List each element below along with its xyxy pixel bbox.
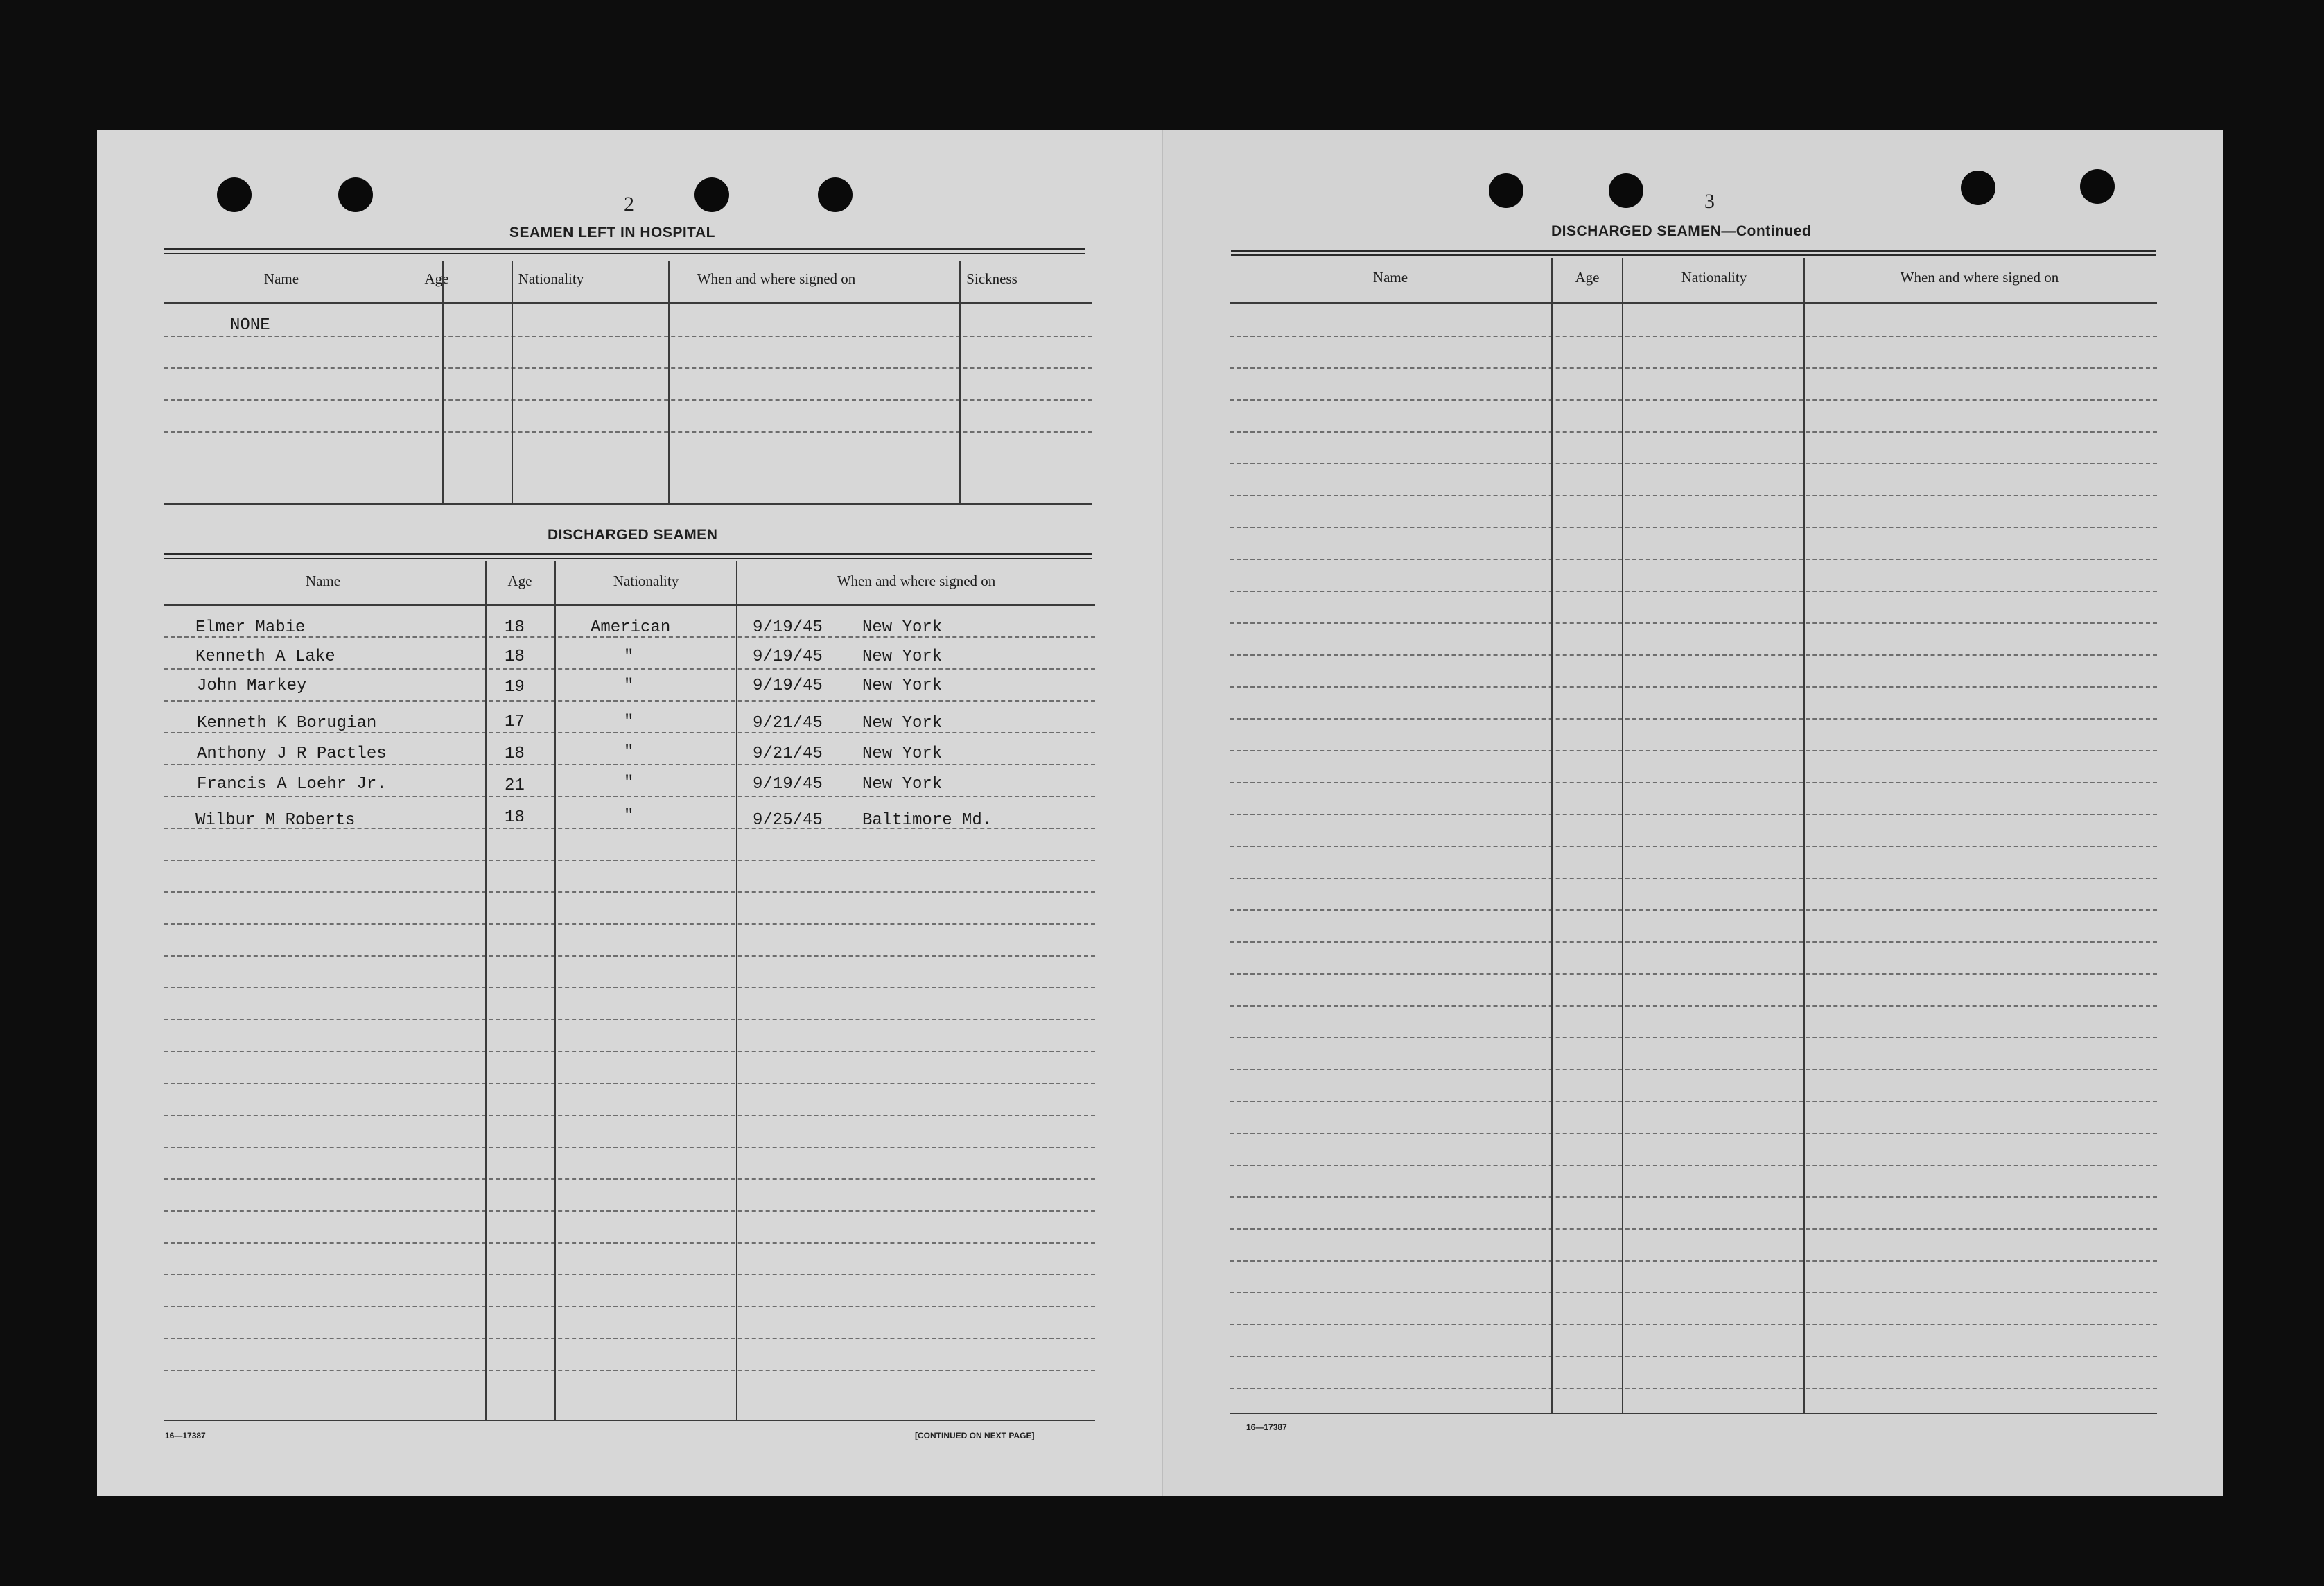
- row-place: New York: [862, 744, 943, 763]
- row-name: Wilbur M Roberts: [195, 811, 356, 830]
- row-age: 17: [505, 713, 525, 731]
- form-number: 16—17387: [1246, 1422, 1287, 1432]
- hospital-col-name: Name: [263, 270, 299, 287]
- row-date: 9/25/45: [753, 811, 823, 830]
- col-divider: [1622, 258, 1623, 1414]
- punch-hole: [2080, 169, 2115, 204]
- row-age: 18: [505, 618, 525, 637]
- punch-hole: [818, 177, 853, 212]
- col-divider: [485, 561, 487, 1421]
- row-age: 19: [505, 678, 525, 697]
- col-divider: [512, 261, 513, 505]
- row-name: John Markey: [197, 677, 307, 695]
- hospital-bottom-rule: [164, 503, 1092, 505]
- row-nationality: ": [624, 677, 634, 695]
- row-name: Kenneth A Lake: [195, 647, 335, 666]
- hospital-section-title: SEAMEN LEFT IN HOSPITAL: [509, 225, 715, 241]
- row-age: 18: [505, 808, 525, 827]
- continued-col-signed-on: When and where signed on: [1900, 269, 2059, 286]
- row-place: New York: [862, 647, 943, 666]
- row-date: 9/19/45: [753, 647, 823, 666]
- continued-top-rule: [1231, 250, 2156, 256]
- col-divider: [959, 261, 961, 505]
- discharged-col-name: Name: [305, 573, 341, 589]
- hospital-col-signed-on: When and where signed on: [697, 270, 856, 287]
- row-nationality: ": [624, 774, 634, 792]
- row-nationality: ": [624, 743, 634, 762]
- row-place: New York: [862, 714, 943, 733]
- continued-col-name: Name: [1372, 269, 1408, 286]
- continued-col-nationality: Nationality: [1681, 269, 1747, 286]
- row-place: New York: [862, 775, 943, 794]
- continued-header-rule: [1230, 302, 2157, 304]
- punch-hole: [1489, 173, 1523, 208]
- discharged-col-signed-on: When and where signed on: [837, 573, 996, 589]
- row-nationality: American: [591, 618, 671, 637]
- col-divider: [442, 261, 444, 505]
- page-number: 2: [624, 193, 634, 216]
- continued-bottom-rule: [1230, 1413, 2157, 1414]
- hospital-col-sickness: Sickness: [966, 270, 1017, 287]
- row-name: Kenneth K Borugian: [197, 714, 377, 733]
- row-name: Anthony J R Pactles: [197, 744, 387, 763]
- row-name: Elmer Mabie: [195, 618, 306, 637]
- right-page: [1162, 130, 2223, 1496]
- row-name: Francis A Loehr Jr.: [197, 775, 387, 794]
- row-date: 9/19/45: [753, 775, 823, 794]
- row-place: New York: [862, 618, 943, 637]
- row-place: Baltimore Md.: [862, 811, 993, 830]
- row-date: 9/19/45: [753, 618, 823, 637]
- row-date: 9/21/45: [753, 714, 823, 733]
- row-line: [164, 399, 1092, 401]
- discharged-section-title: DISCHARGED SEAMEN: [548, 527, 718, 543]
- row-age: 18: [505, 744, 525, 763]
- discharged-top-rule: [164, 553, 1092, 559]
- row-line: [164, 431, 1092, 433]
- continued-col-age: Age: [1575, 269, 1600, 286]
- punch-hole: [694, 177, 729, 212]
- punch-hole: [1961, 171, 1995, 205]
- discharged-bottom-rule: [164, 1420, 1095, 1421]
- hospital-top-rule: [164, 248, 1085, 254]
- col-divider: [1551, 258, 1553, 1414]
- row-nationality: ": [624, 713, 634, 731]
- col-divider: [668, 261, 670, 505]
- continued-section-title: DISCHARGED SEAMEN—Continued: [1551, 223, 1812, 239]
- punch-hole: [1609, 173, 1643, 208]
- discharged-header-rule: [164, 604, 1095, 606]
- discharged-col-age: Age: [507, 573, 532, 589]
- hospital-entry: NONE: [230, 316, 270, 335]
- col-divider: [1803, 258, 1805, 1414]
- row-place: New York: [862, 677, 943, 695]
- hospital-col-nationality: Nationality: [518, 270, 584, 287]
- row-date: 9/19/45: [753, 677, 823, 695]
- col-divider: [554, 561, 556, 1421]
- row-age: 18: [505, 647, 525, 666]
- hospital-col-age: Age: [424, 270, 449, 287]
- punch-hole: [217, 177, 252, 212]
- row-nationality: ": [624, 807, 634, 826]
- punch-hole: [338, 177, 373, 212]
- discharged-col-nationality: Nationality: [613, 573, 679, 589]
- col-divider: [736, 561, 737, 1421]
- row-line: [164, 367, 1092, 369]
- page-number: 3: [1704, 190, 1715, 213]
- row-age: 21: [505, 776, 525, 795]
- continued-note: [CONTINUED ON NEXT PAGE]: [915, 1431, 1035, 1440]
- row-line: [164, 336, 1092, 337]
- row-nationality: ": [624, 647, 634, 666]
- form-number: 16—17387: [165, 1431, 206, 1440]
- left-page: [97, 130, 1162, 1496]
- hospital-header-rule: [164, 302, 1092, 304]
- row-date: 9/21/45: [753, 744, 823, 763]
